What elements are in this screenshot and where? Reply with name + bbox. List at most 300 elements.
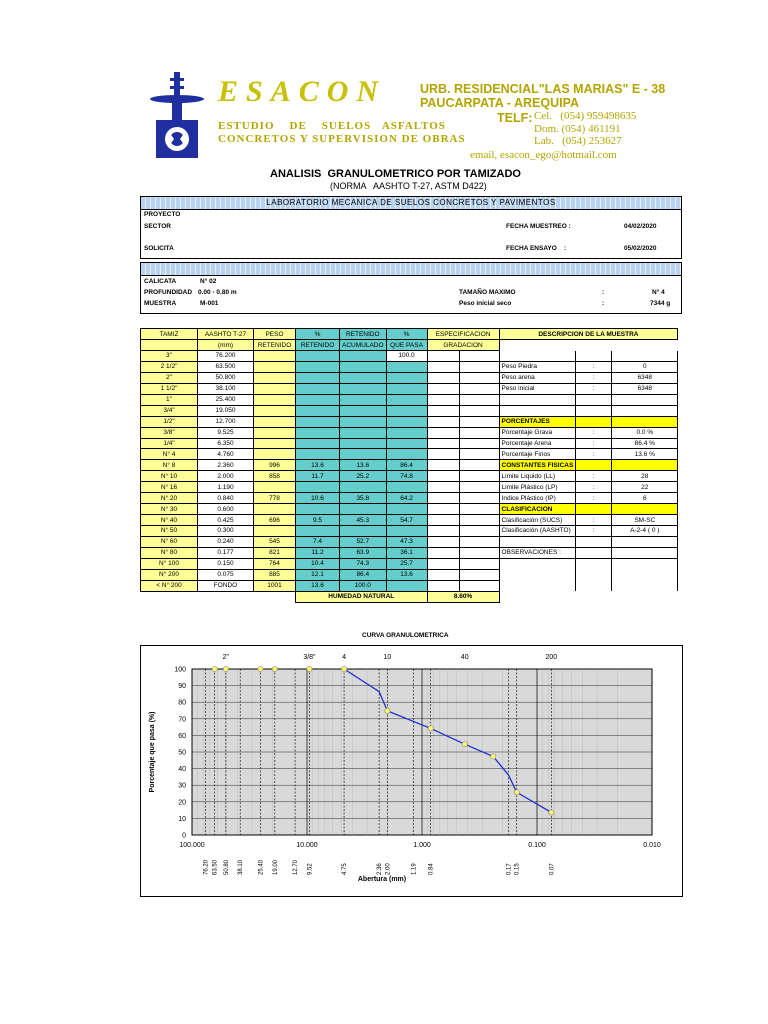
description-label — [499, 569, 576, 580]
spec-cell — [459, 558, 499, 569]
spec-cell — [459, 471, 499, 482]
header-cell: % — [296, 329, 340, 340]
sieve-opening-label: 2.36 — [377, 863, 384, 875]
spec-cell — [459, 394, 499, 405]
header-cell: ACUMULADO — [340, 340, 387, 351]
data-point — [223, 666, 228, 671]
spec-cell — [459, 405, 499, 416]
header-cell — [141, 340, 198, 351]
spec-cell — [427, 351, 459, 362]
table-cell — [340, 405, 387, 416]
table-row — [141, 460, 678, 471]
description-colon — [576, 416, 612, 427]
description-label: Porcentaje Grava — [499, 427, 576, 438]
table-cell: 45.3 — [340, 515, 387, 526]
table-cell — [386, 394, 427, 405]
description-label: OBSERVACIONES : — [499, 547, 576, 558]
table-cell: 4.760 — [198, 449, 254, 460]
description-label: CONSTANTES FISICAS — [499, 460, 576, 471]
spec-cell — [427, 460, 459, 471]
spec-cell — [459, 493, 499, 504]
spec-cell — [427, 383, 459, 394]
table-row — [141, 427, 678, 438]
table-cell: 7.4 — [296, 536, 340, 547]
spec-cell — [427, 394, 459, 405]
table-row — [141, 372, 678, 383]
table-cell: 696 — [254, 515, 296, 526]
y-tick-label: 20 — [178, 799, 186, 807]
description-value: 6 — [612, 493, 678, 504]
table-cell: 10.4 — [296, 558, 340, 569]
fecha-ensayo-value: 05/02/2020 — [624, 245, 657, 252]
spec-cell — [459, 569, 499, 580]
sieve-opening-label: 0.84 — [428, 863, 435, 875]
table-cell — [340, 504, 387, 515]
granulometric-chart — [140, 645, 683, 897]
table-cell — [386, 449, 427, 460]
table-cell — [254, 449, 296, 460]
table-row — [141, 438, 678, 449]
sieve-opening-label: 0.07 — [549, 863, 556, 875]
description-colon: : — [576, 372, 612, 383]
table-cell: 86.4 — [386, 460, 427, 471]
company-name: ESACON — [218, 75, 387, 108]
table-cell — [340, 351, 387, 362]
spec-cell — [427, 416, 459, 427]
project-box — [140, 196, 682, 259]
table-cell: 74.8 — [386, 471, 427, 482]
description-colon — [576, 351, 612, 362]
company-email: email, esacon_ego@hotmail.com — [470, 149, 617, 161]
table-cell — [296, 372, 340, 383]
data-point — [258, 666, 263, 671]
table-cell: 12.700 — [198, 416, 254, 427]
blank-cell — [198, 591, 254, 602]
description-value — [612, 536, 678, 547]
calicata-label: CALICATA — [144, 278, 177, 285]
description-label — [499, 394, 576, 405]
sieve-opening-label: 2.00 — [385, 863, 392, 875]
table-cell: 13.6 — [296, 460, 340, 471]
description-colon — [576, 504, 612, 515]
data-point — [272, 666, 277, 671]
y-tick-label: 60 — [178, 732, 186, 740]
fecha-muestreo-label: FECHA MUESTREO : — [506, 223, 571, 230]
table-cell — [340, 361, 387, 372]
table-cell: 38.100 — [198, 383, 254, 394]
sample-box — [140, 262, 682, 314]
y-tick-label: 0 — [182, 832, 186, 840]
header-cell: QUE PASA — [386, 340, 427, 351]
spec-cell — [427, 536, 459, 547]
table-cell: 19.050 — [198, 405, 254, 416]
description-label — [499, 558, 576, 569]
peso-inicial-value: 7344 g — [650, 300, 671, 307]
description-value: 6348 — [612, 383, 678, 394]
table-cell — [296, 405, 340, 416]
description-colon — [576, 536, 612, 547]
header-cell: GRADACION — [427, 340, 499, 351]
table-cell — [386, 438, 427, 449]
table-cell — [386, 361, 427, 372]
table-cell: 10.6 — [296, 493, 340, 504]
table-cell: 52.7 — [340, 536, 387, 547]
spec-cell — [427, 449, 459, 460]
table-cell: 74.3 — [340, 558, 387, 569]
y-tick-label: 70 — [178, 716, 186, 724]
table-cell — [340, 372, 387, 383]
table-cell: 3/4" — [141, 405, 198, 416]
table-cell: 2.000 — [198, 471, 254, 482]
table-cell: 778 — [254, 493, 296, 504]
description-label — [499, 405, 576, 416]
spec-cell — [459, 482, 499, 493]
x-tick-label: 1.000 — [413, 842, 431, 849]
description-colon — [576, 405, 612, 416]
table-row — [141, 558, 678, 569]
description-colon — [576, 547, 612, 558]
company-line1: ESTUDIO DE SUELOS ASFALTOS — [218, 120, 446, 132]
header-cell: RETENIDO — [340, 329, 387, 340]
top-sieve-label: 2" — [222, 654, 230, 661]
table-cell — [254, 427, 296, 438]
table-cell — [296, 504, 340, 515]
table-cell — [386, 416, 427, 427]
y-tick-label: 50 — [178, 749, 186, 757]
y-tick-label: 10 — [178, 815, 186, 823]
spec-cell — [427, 515, 459, 526]
table-header-row — [141, 329, 678, 340]
table-cell — [296, 416, 340, 427]
spec-cell — [427, 526, 459, 537]
header-cell: ESPECIFICACION — [427, 329, 499, 340]
description-value — [612, 416, 678, 427]
table-cell: 0.600 — [198, 504, 254, 515]
spec-cell — [459, 449, 499, 460]
header-cell: RETENIDO — [296, 340, 340, 351]
y-tick-label: 30 — [178, 782, 186, 790]
description-value — [612, 405, 678, 416]
company-line2: CONCRETOS Y SUPERVISION DE OBRAS — [218, 133, 466, 145]
document-norm: (NORMA AASHTO T-27, ASTM D422) — [330, 181, 487, 191]
spec-cell — [459, 361, 499, 372]
proyecto-label: PROYECTO — [144, 211, 181, 218]
table-cell: N° 80 — [141, 547, 198, 558]
description-value: 86.4 % — [612, 438, 678, 449]
table-cell: N° 200 — [141, 569, 198, 580]
telf-label: TELF: — [497, 111, 533, 125]
table-row — [141, 405, 678, 416]
top-sieve-label: 40 — [460, 654, 469, 661]
table-cell — [340, 526, 387, 537]
description-label — [499, 351, 576, 362]
spec-cell — [459, 351, 499, 362]
x-axis-label: Abertura (mm) — [357, 876, 407, 883]
description-colon: : — [576, 515, 612, 526]
table-row — [141, 383, 678, 394]
profundidad-value: 0.00 - 0.80 m — [198, 289, 237, 296]
muestra-label: MUESTRA — [144, 300, 177, 307]
data-point — [428, 726, 433, 731]
description-label: Indice Plástico (IP) — [499, 493, 576, 504]
tamano-value: N° 4 — [652, 289, 665, 296]
description-value — [612, 547, 678, 558]
table-cell — [254, 351, 296, 362]
description-value: 28 — [612, 471, 678, 482]
table-cell: 858 — [254, 471, 296, 482]
description-label — [499, 536, 576, 547]
spec-cell — [427, 504, 459, 515]
x-tick-label: 0.100 — [528, 842, 546, 849]
description-value: 0 — [612, 361, 678, 372]
spec-cell — [427, 547, 459, 558]
blank-cell — [254, 591, 296, 602]
description-value — [612, 504, 678, 515]
data-point — [385, 708, 390, 713]
table-cell — [254, 482, 296, 493]
description-colon — [576, 580, 612, 591]
description-colon: : — [576, 361, 612, 372]
humedad-value: 8.60% — [427, 591, 499, 602]
description-colon — [576, 460, 612, 471]
description-colon: : — [576, 471, 612, 482]
header-cell: % — [386, 329, 427, 340]
description-label: Peso Piedra — [499, 361, 576, 372]
header-cell: (mm) — [198, 340, 254, 351]
description-colon — [576, 394, 612, 405]
sample-banner — [141, 263, 681, 276]
table-cell: 0.300 — [198, 526, 254, 537]
sieve-opening-label: 63.50 — [212, 859, 219, 875]
table-row — [141, 504, 678, 515]
table-cell — [340, 416, 387, 427]
header-cell: TAMIZ — [141, 329, 198, 340]
description-value — [612, 580, 678, 591]
description-value: 6348 — [612, 372, 678, 383]
table-row — [141, 547, 678, 558]
table-cell — [340, 427, 387, 438]
table-header-row — [141, 340, 678, 351]
table-cell: 885 — [254, 569, 296, 580]
table-cell: 25.2 — [340, 471, 387, 482]
table-cell — [296, 351, 340, 362]
spec-cell — [427, 569, 459, 580]
table-cell: 1.190 — [198, 482, 254, 493]
address-line2: PAUCARPATA - AREQUIPA — [420, 96, 580, 110]
table-cell — [386, 372, 427, 383]
table-cell — [296, 383, 340, 394]
table-cell — [254, 394, 296, 405]
table-cell: 13.6 — [340, 460, 387, 471]
table-row — [141, 569, 678, 580]
table-cell: N° 10 — [141, 471, 198, 482]
description-label: Peso inicial — [499, 383, 576, 394]
spec-cell — [459, 438, 499, 449]
data-point — [549, 810, 554, 815]
sieve-opening-label: 25.40 — [258, 859, 265, 875]
table-cell: 0.150 — [198, 558, 254, 569]
table-cell — [340, 449, 387, 460]
table-row — [141, 493, 678, 504]
table-cell — [254, 416, 296, 427]
table-cell — [296, 482, 340, 493]
table-cell: 50.800 — [198, 372, 254, 383]
data-point — [341, 666, 346, 671]
sieve-opening-label: 9.52 — [307, 863, 314, 875]
document-title: ANALISIS GRANULOMETRICO POR TAMIZADO — [270, 168, 521, 180]
table-cell: 47.3 — [386, 536, 427, 547]
description-spacer — [499, 340, 678, 351]
address-line1: URB. RESIDENCIAL"LAS MARIAS" E - 38 — [420, 82, 666, 96]
table-cell: 996 — [254, 460, 296, 471]
table-row — [141, 580, 678, 591]
description-colon: : — [576, 438, 612, 449]
table-cell — [386, 504, 427, 515]
table-cell: 6.350 — [198, 438, 254, 449]
table-cell: 0.425 — [198, 515, 254, 526]
table-cell: < N° 200 — [141, 580, 198, 591]
description-colon: : — [576, 493, 612, 504]
table-cell — [254, 383, 296, 394]
tamano-label: TAMAÑO MAXIMO — [459, 289, 516, 296]
description-value: 13.6 % — [612, 449, 678, 460]
description-value — [612, 351, 678, 362]
y-axis-label: Porcentaje que pasa (%) — [149, 711, 156, 793]
description-label: CLASIFICACION — [499, 504, 576, 515]
sieve-opening-label: 1.19 — [411, 863, 418, 875]
table-row — [141, 449, 678, 460]
spec-cell — [459, 526, 499, 537]
table-row — [141, 416, 678, 427]
fecha-muestreo-value: 04/02/2020 — [624, 223, 657, 230]
spec-cell — [427, 558, 459, 569]
table-cell: 63.500 — [198, 361, 254, 372]
tamano-colon: : — [602, 289, 605, 296]
table-cell: 100.0 — [386, 351, 427, 362]
solicita-label: SOLICITA — [144, 245, 174, 252]
table-cell: 1001 — [254, 580, 296, 591]
spec-cell — [427, 493, 459, 504]
table-cell: 0.240 — [198, 536, 254, 547]
table-cell: 1" — [141, 394, 198, 405]
table-cell — [254, 405, 296, 416]
table-cell: 3/8" — [141, 427, 198, 438]
description-colon — [576, 558, 612, 569]
sieve-opening-label: 50.80 — [223, 859, 230, 875]
description-colon: : — [576, 427, 612, 438]
sieve-opening-label: 38.10 — [238, 859, 245, 875]
description-value: 22 — [612, 482, 678, 493]
table-cell: 9.525 — [198, 427, 254, 438]
table-cell: 54.7 — [386, 515, 427, 526]
spec-cell — [459, 383, 499, 394]
table-cell: 64.2 — [386, 493, 427, 504]
table-cell — [296, 361, 340, 372]
data-point — [514, 790, 519, 795]
table-cell — [386, 383, 427, 394]
table-cell — [254, 372, 296, 383]
spec-cell — [427, 438, 459, 449]
table-row — [141, 526, 678, 537]
table-cell: N° 60 — [141, 536, 198, 547]
table-cell: 9.5 — [296, 515, 340, 526]
y-tick-label: 40 — [178, 766, 186, 774]
humedad-label: HUMEDAD NATURAL — [296, 591, 428, 602]
lab-banner — [141, 197, 681, 210]
description-label: Limite Plástico (LP) — [499, 482, 576, 493]
table-cell: 821 — [254, 547, 296, 558]
header-cell: PESO — [254, 329, 296, 340]
description-value — [612, 558, 678, 569]
table-cell: 76.200 — [198, 351, 254, 362]
table-cell: 3" — [141, 351, 198, 362]
table-cell — [340, 383, 387, 394]
description-header: DESCRIPCION DE LA MUESTRA — [499, 329, 678, 340]
spec-cell — [427, 372, 459, 383]
table-cell — [254, 438, 296, 449]
table-cell: 1 1/2" — [141, 383, 198, 394]
spec-cell — [459, 536, 499, 547]
header-cell: AASHTO T-27 — [198, 329, 254, 340]
spec-cell — [459, 416, 499, 427]
sieve-opening-label: 76.20 — [203, 859, 210, 875]
description-value: 0.0 % — [612, 427, 678, 438]
table-cell: 1/2" — [141, 416, 198, 427]
blank-cell — [141, 591, 198, 602]
spec-cell — [427, 427, 459, 438]
phone-dom: Dom. (054) 461191 — [534, 123, 621, 135]
table-cell: 1/4" — [141, 438, 198, 449]
spec-cell — [459, 504, 499, 515]
table-row — [141, 351, 678, 362]
description-label — [499, 580, 576, 591]
table-cell — [340, 438, 387, 449]
top-sieve-label: 3/8" — [303, 654, 316, 661]
muestra-value: M-001 — [200, 300, 219, 307]
table-cell — [254, 504, 296, 515]
description-value: A-2-4 ( 0 ) — [612, 526, 678, 537]
description-colon: : — [576, 383, 612, 394]
table-row — [141, 361, 678, 372]
table-cell: FONDO — [198, 580, 254, 591]
description-colon: : — [576, 526, 612, 537]
description-label: Peso arena — [499, 372, 576, 383]
table-cell: 13.6 — [386, 569, 427, 580]
spec-cell — [427, 405, 459, 416]
table-cell — [296, 427, 340, 438]
data-point — [462, 742, 467, 747]
table-cell: N° 50 — [141, 526, 198, 537]
peso-inicial-label: Peso inicial seco — [459, 300, 512, 307]
table-cell: 764 — [254, 558, 296, 569]
data-point — [307, 666, 312, 671]
top-sieve-label: 200 — [545, 654, 558, 661]
x-tick-label: 10.000 — [296, 842, 318, 849]
data-point — [491, 754, 496, 759]
table-cell: 2.360 — [198, 460, 254, 471]
table-cell: 2 1/2" — [141, 361, 198, 372]
table-cell — [296, 438, 340, 449]
table-row — [141, 394, 678, 405]
description-colon: : — [576, 449, 612, 460]
sieve-opening-label: 12.70 — [293, 859, 300, 875]
table-cell: 0.840 — [198, 493, 254, 504]
table-cell: N° 16 — [141, 482, 198, 493]
calicata-value: N° 02 — [200, 278, 217, 285]
sieve-opening-label: 19.00 — [272, 859, 279, 875]
phone-lab: Lab. (054) 253627 — [534, 135, 622, 147]
y-tick-label: 80 — [178, 699, 186, 707]
